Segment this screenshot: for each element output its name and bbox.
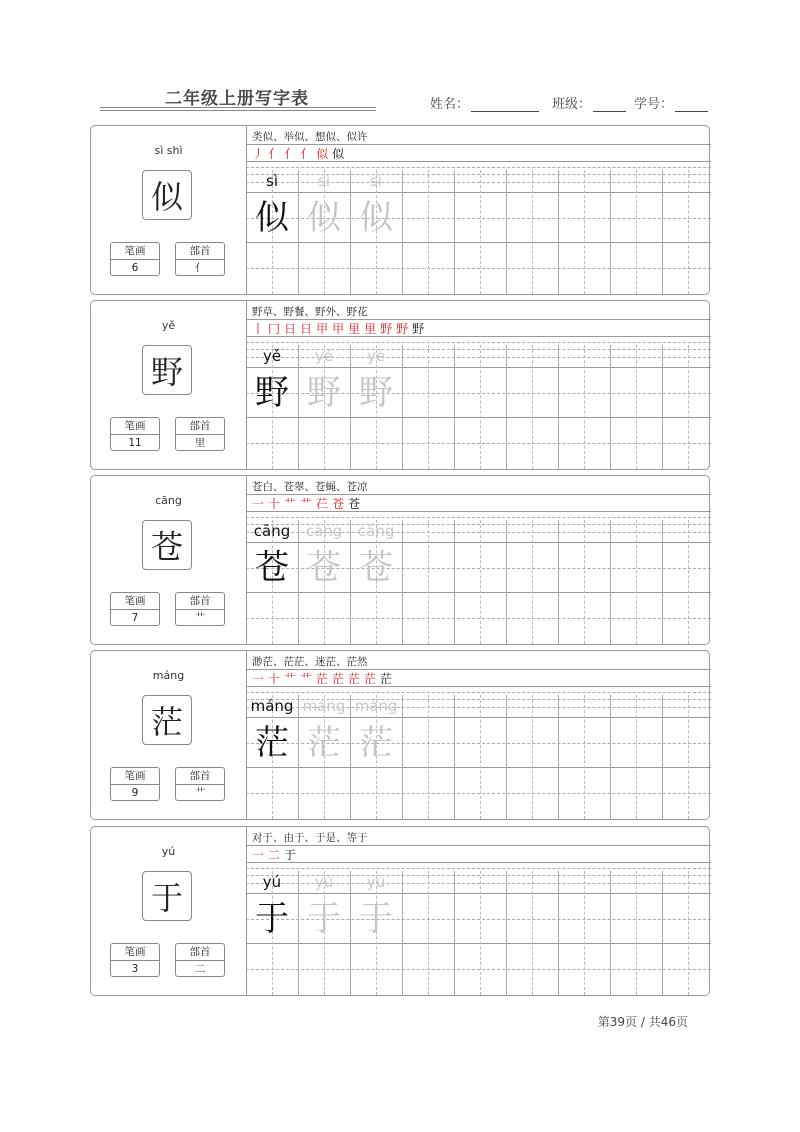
- grid-center-line: [480, 695, 481, 819]
- trace-pinyin: sì: [318, 172, 330, 190]
- practice-grid[interactable]: [246, 695, 711, 821]
- class-field[interactable]: [552, 93, 626, 112]
- grid-center-line: [688, 871, 689, 995]
- grid-center-line: [636, 170, 637, 294]
- practice-panel: [246, 301, 711, 469]
- divider-line: [246, 845, 711, 846]
- stroke-step: 十: [268, 672, 281, 686]
- trace-pinyin: yú: [314, 873, 334, 891]
- stroke-step: 芢: [316, 497, 329, 511]
- grid-column-line: [610, 170, 611, 294]
- practice-panel: [246, 476, 711, 644]
- grid-column-line: [558, 170, 559, 294]
- divider-line: [246, 161, 711, 162]
- grid-column-line: [454, 695, 455, 819]
- stroke-step: 甲: [316, 322, 329, 336]
- practice-character: 苍: [255, 548, 289, 588]
- stroke-count-label: 笔画: [111, 243, 159, 260]
- stroke-step: 茫: [364, 672, 377, 686]
- radical-value: 艹: [194, 787, 206, 799]
- name-label: 姓名：: [430, 97, 470, 112]
- grid-center-line: [584, 695, 585, 819]
- practice-character: 于: [255, 899, 289, 939]
- example-words: 野草、野餐、野外、野花: [252, 306, 368, 318]
- divider-line: [246, 511, 711, 512]
- grid-column-line: [402, 695, 403, 819]
- grid-center-line: [428, 170, 429, 294]
- grid-line: [246, 367, 711, 368]
- trace-character: 似: [359, 198, 393, 238]
- stroke-order: [252, 495, 364, 512]
- practice-pinyin: cāng: [253, 522, 291, 540]
- grid-center-line: [480, 520, 481, 644]
- grid-center-line: [428, 695, 429, 819]
- stroke-count-box: [110, 767, 160, 801]
- trace-character: 苍: [359, 548, 393, 588]
- stroke-step: 于: [284, 848, 297, 862]
- grid-center-line: [428, 520, 429, 644]
- grid-center-line: [480, 170, 481, 294]
- class-label: 班级：: [552, 97, 592, 112]
- stroke-order: [252, 320, 428, 337]
- radical-label: 部首: [176, 243, 224, 260]
- grid-center-line: [584, 520, 585, 644]
- stroke-step: 茫: [348, 672, 361, 686]
- stroke-step: 一: [252, 848, 265, 862]
- grid-center-line: [688, 345, 689, 469]
- stroke-step: 艹: [300, 672, 313, 686]
- stroke-step: 丿: [252, 147, 265, 161]
- stroke-step: 甲: [332, 322, 345, 336]
- practice-grid[interactable]: [246, 170, 711, 296]
- stroke-step: 苍: [332, 497, 345, 511]
- name-blank[interactable]: [471, 99, 539, 112]
- stroke-step: 艹: [300, 497, 313, 511]
- card-info-panel: [91, 126, 247, 294]
- card-info-panel: [91, 651, 247, 819]
- trace-character: 茫: [307, 723, 341, 763]
- practice-panel: [246, 126, 711, 294]
- practice-character: 茫: [255, 723, 289, 763]
- grid-line: [246, 767, 711, 768]
- radical-box: [175, 417, 225, 451]
- grid-column-line: [662, 871, 663, 995]
- stroke-count-box: [110, 592, 160, 626]
- stroke-count-value: 7: [131, 612, 139, 624]
- stroke-order: [252, 846, 300, 863]
- stroke-count-box: [110, 943, 160, 977]
- practice-pinyin: sì: [266, 172, 278, 190]
- student-number-field[interactable]: [634, 93, 708, 112]
- guide-line: [246, 342, 711, 343]
- stroke-step: 艹: [284, 672, 297, 686]
- stroke-count-value: 11: [128, 437, 142, 449]
- practice-panel: [246, 827, 711, 995]
- grid-column-line: [610, 520, 611, 644]
- grid-center-line: [688, 520, 689, 644]
- trace-character: 野: [307, 373, 341, 413]
- stroke-step: 艹: [284, 497, 297, 511]
- trace-character: 茫: [359, 723, 393, 763]
- trace-pinyin: yě: [366, 347, 386, 365]
- main-character: 茫: [142, 695, 192, 745]
- grid-center-line: [532, 871, 533, 995]
- stroke-step: 似: [332, 147, 345, 161]
- radical-box: [175, 767, 225, 801]
- character-card: [90, 826, 710, 996]
- number-blank[interactable]: [675, 99, 708, 112]
- main-character: 似: [142, 170, 192, 220]
- grid-column-line: [610, 695, 611, 819]
- radical-value: 二: [194, 963, 206, 975]
- grid-line: [246, 542, 711, 543]
- title-underline: [100, 107, 376, 108]
- practice-pinyin: yě: [262, 347, 282, 365]
- trace-pinyin: máng: [302, 697, 346, 715]
- stroke-count-value: 6: [131, 262, 139, 274]
- practice-character: 野: [255, 373, 289, 413]
- stroke-step: 似: [316, 147, 329, 161]
- grid-column-line: [402, 520, 403, 644]
- grid-column-line: [454, 520, 455, 644]
- grid-column-line: [454, 871, 455, 995]
- guide-line: [246, 618, 711, 619]
- grid-line: [246, 592, 711, 593]
- grid-line: [246, 717, 711, 718]
- grid-center-line: [532, 345, 533, 469]
- grid-column-line: [558, 520, 559, 644]
- radical-box: [175, 943, 225, 977]
- stroke-step: 苍: [348, 497, 361, 511]
- grid-column-line: [558, 695, 559, 819]
- stroke-step: 一: [252, 497, 265, 511]
- grid-center-line: [636, 871, 637, 995]
- stroke-step: 野: [412, 322, 425, 336]
- practice-grid[interactable]: [246, 871, 711, 997]
- number-label: 学号：: [634, 97, 674, 112]
- stroke-step: 一: [252, 672, 265, 686]
- grid-center-line: [428, 871, 429, 995]
- class-blank[interactable]: [593, 99, 626, 112]
- grid-column-line: [506, 170, 507, 294]
- grid-center-line: [428, 345, 429, 469]
- radical-box: [175, 592, 225, 626]
- pinyin-label: sì shì: [154, 144, 183, 157]
- radical-value: 亻: [194, 262, 206, 274]
- guide-line: [246, 969, 711, 970]
- card-info-panel: [91, 827, 247, 995]
- grid-center-line: [584, 871, 585, 995]
- stroke-count-box: [110, 242, 160, 276]
- pinyin-label: cāng: [155, 494, 182, 507]
- grid-center-line: [584, 345, 585, 469]
- card-info-panel: [91, 476, 247, 644]
- radical-label: 部首: [176, 593, 224, 610]
- guide-line: [246, 167, 711, 168]
- character-card: [90, 125, 710, 295]
- stroke-step: 野: [380, 322, 393, 336]
- practice-character: 似: [255, 198, 289, 238]
- guide-line: [246, 268, 711, 269]
- trace-pinyin: cāng: [305, 522, 343, 540]
- practice-grid[interactable]: [246, 520, 711, 646]
- grid-column-line: [506, 695, 507, 819]
- character-card: [90, 475, 710, 645]
- grid-center-line: [688, 695, 689, 819]
- guide-line: [246, 692, 711, 693]
- divider-line: [246, 686, 711, 687]
- grid-center-line: [532, 170, 533, 294]
- example-words: 苍白、苍翠、苍蝇、苍凉: [252, 481, 368, 493]
- practice-panel: [246, 651, 711, 819]
- grid-center-line: [688, 170, 689, 294]
- trace-pinyin: yě: [314, 347, 334, 365]
- grid-line: [246, 417, 711, 418]
- trace-character: 于: [359, 899, 393, 939]
- stroke-count-label: 笔画: [111, 418, 159, 435]
- grid-center-line: [636, 695, 637, 819]
- stroke-step: 冂: [268, 322, 281, 336]
- stroke-step: 里: [348, 322, 361, 336]
- character-card: [90, 300, 710, 470]
- trace-pinyin: cāng: [357, 522, 395, 540]
- stroke-step: 丨: [252, 322, 265, 336]
- trace-character: 似: [307, 198, 341, 238]
- practice-grid[interactable]: [246, 345, 711, 471]
- grid-line: [246, 242, 711, 243]
- stroke-count-label: 笔画: [111, 768, 159, 785]
- trace-pinyin: sì: [370, 172, 382, 190]
- grid-column-line: [610, 871, 611, 995]
- stroke-step: 里: [364, 322, 377, 336]
- radical-box: [175, 242, 225, 276]
- grid-column-line: [662, 170, 663, 294]
- example-words: 渺茫、茫茫、迷茫、茫然: [252, 656, 368, 668]
- grid-column-line: [506, 871, 507, 995]
- divider-line: [246, 862, 711, 863]
- radical-label: 部首: [176, 944, 224, 961]
- grid-column-line: [558, 345, 559, 469]
- stroke-count-box: [110, 417, 160, 451]
- grid-center-line: [480, 345, 481, 469]
- stroke-order: [252, 145, 348, 162]
- stroke-order: [252, 670, 396, 687]
- grid-column-line: [402, 345, 403, 469]
- grid-column-line: [506, 520, 507, 644]
- stroke-step: 二: [268, 848, 281, 862]
- guide-line: [246, 443, 711, 444]
- trace-pinyin: máng: [354, 697, 398, 715]
- trace-character: 于: [307, 899, 341, 939]
- grid-column-line: [558, 871, 559, 995]
- grid-center-line: [636, 345, 637, 469]
- stroke-step: 茫: [332, 672, 345, 686]
- grid-center-line: [532, 695, 533, 819]
- guide-line: [246, 868, 711, 869]
- trace-character: 野: [359, 373, 393, 413]
- radical-label: 部首: [176, 418, 224, 435]
- stroke-count-value: 9: [131, 787, 139, 799]
- radical-label: 部首: [176, 768, 224, 785]
- main-character: 于: [142, 871, 192, 921]
- name-field[interactable]: [430, 93, 539, 112]
- example-words: 对于、由于、于是、等于: [252, 832, 368, 844]
- title-underline-2: [100, 110, 376, 111]
- stroke-step: 亻: [268, 147, 281, 161]
- trace-pinyin: yú: [366, 873, 386, 891]
- grid-line: [246, 893, 711, 894]
- divider-line: [246, 336, 711, 337]
- radical-value: 艹: [194, 612, 206, 624]
- guide-line: [246, 793, 711, 794]
- grid-column-line: [610, 345, 611, 469]
- guide-line: [246, 517, 711, 518]
- grid-column-line: [454, 345, 455, 469]
- stroke-count-label: 笔画: [111, 944, 159, 961]
- radical-value: 里: [194, 437, 206, 449]
- example-words: 类似、举似、想似、似许: [252, 131, 368, 143]
- grid-column-line: [662, 695, 663, 819]
- character-card: [90, 650, 710, 820]
- card-info-panel: [91, 301, 247, 469]
- grid-column-line: [662, 520, 663, 644]
- pinyin-label: yú: [161, 845, 176, 858]
- grid-center-line: [636, 520, 637, 644]
- stroke-step: 茫: [380, 672, 393, 686]
- pinyin-label: yě: [161, 319, 176, 332]
- stroke-step: 日: [284, 322, 297, 336]
- stroke-count-value: 3: [131, 963, 139, 975]
- stroke-step: 十: [268, 497, 281, 511]
- practice-pinyin: máng: [250, 697, 294, 715]
- grid-column-line: [454, 170, 455, 294]
- page-number: 第39页 / 共46页: [597, 1015, 688, 1029]
- pinyin-label: máng: [152, 669, 185, 682]
- stroke-step: 日: [300, 322, 313, 336]
- grid-column-line: [402, 871, 403, 995]
- grid-center-line: [532, 520, 533, 644]
- grid-line: [246, 192, 711, 193]
- stroke-count-label: 笔画: [111, 593, 159, 610]
- page-title: 二年级上册写字表: [165, 89, 309, 109]
- stroke-step: 亻: [300, 147, 313, 161]
- grid-column-line: [506, 345, 507, 469]
- practice-pinyin: yú: [262, 873, 282, 891]
- main-character: 苍: [142, 520, 192, 570]
- grid-column-line: [402, 170, 403, 294]
- stroke-step: 茫: [316, 672, 329, 686]
- main-character: 野: [142, 345, 192, 395]
- grid-center-line: [584, 170, 585, 294]
- stroke-step: 野: [396, 322, 409, 336]
- grid-center-line: [480, 871, 481, 995]
- grid-column-line: [662, 345, 663, 469]
- trace-character: 苍: [307, 548, 341, 588]
- grid-line: [246, 943, 711, 944]
- stroke-step: 亻: [284, 147, 297, 161]
